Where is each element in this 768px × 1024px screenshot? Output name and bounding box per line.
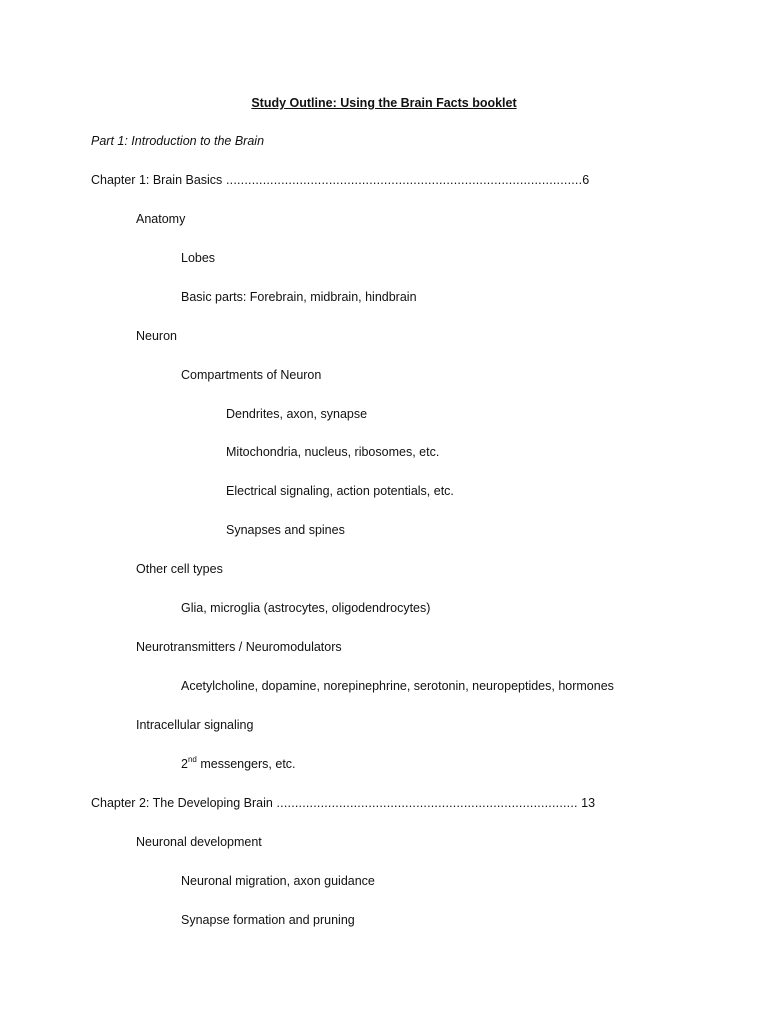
- outline-item-dendrites: Dendrites, axon, synapse: [226, 407, 368, 421]
- outline-item-migration: Neuronal migration, axon guidance: [181, 874, 375, 888]
- outline-item-neuronal-development: Neuronal development: [136, 835, 262, 849]
- chapter-2-page: 13: [577, 796, 596, 810]
- outline-item-lobes: Lobes: [181, 251, 216, 265]
- outline-item-basic-parts: Basic parts: Forebrain, midbrain, hindbrain: [181, 290, 417, 304]
- chapter-2-label: Chapter 2: The Developing Brain: [91, 796, 273, 810]
- chapter-2-entry: [91, 794, 595, 812]
- outline-item-synapse-formation: Synapse formation and pruning: [181, 913, 355, 927]
- chapter-1-page: 6: [582, 173, 590, 187]
- messengers-number: 2: [181, 757, 188, 771]
- messengers-superscript: nd: [187, 754, 197, 764]
- document-title: Study Outline: Using the Brain Facts booklet: [251, 96, 517, 110]
- part-heading: Part 1: Introduction to the Brain: [91, 134, 265, 148]
- chapter-1-leader: .................................................................................................: [222, 173, 583, 187]
- outline-item-messengers: [181, 755, 296, 773]
- outline-item-mitochondria: Mitochondria, nucleus, ribosomes, etc.: [226, 445, 440, 459]
- outline-item-synapses-spines: Synapses and spines: [226, 523, 345, 537]
- outline-item-neuron: Neuron: [136, 329, 177, 343]
- outline-item-electrical: Electrical signaling, action potentials, etc.: [226, 484, 454, 498]
- chapter-1-label: Chapter 1: Brain Basics: [91, 173, 223, 187]
- outline-item-glia: Glia, microglia (astrocytes, oligodendrocytes): [181, 601, 431, 615]
- outline-item-neurotransmitters: Neurotransmitters / Neuromodulators: [136, 640, 342, 654]
- chapter-2-leader: ..................................................................................: [272, 796, 578, 810]
- outline-item-other-cells: Other cell types: [136, 562, 223, 576]
- outline-item-intracellular: Intracellular signaling: [136, 718, 254, 732]
- outline-item-compartments: Compartments of Neuron: [181, 368, 322, 382]
- outline-item-anatomy: Anatomy: [136, 212, 186, 226]
- outline-item-acetylcholine: Acetylcholine, dopamine, norepinephrine, serotonin, neuropeptides, hormones: [181, 679, 614, 693]
- messengers-text: messengers, etc.: [196, 757, 296, 771]
- chapter-1-entry: [91, 171, 589, 189]
